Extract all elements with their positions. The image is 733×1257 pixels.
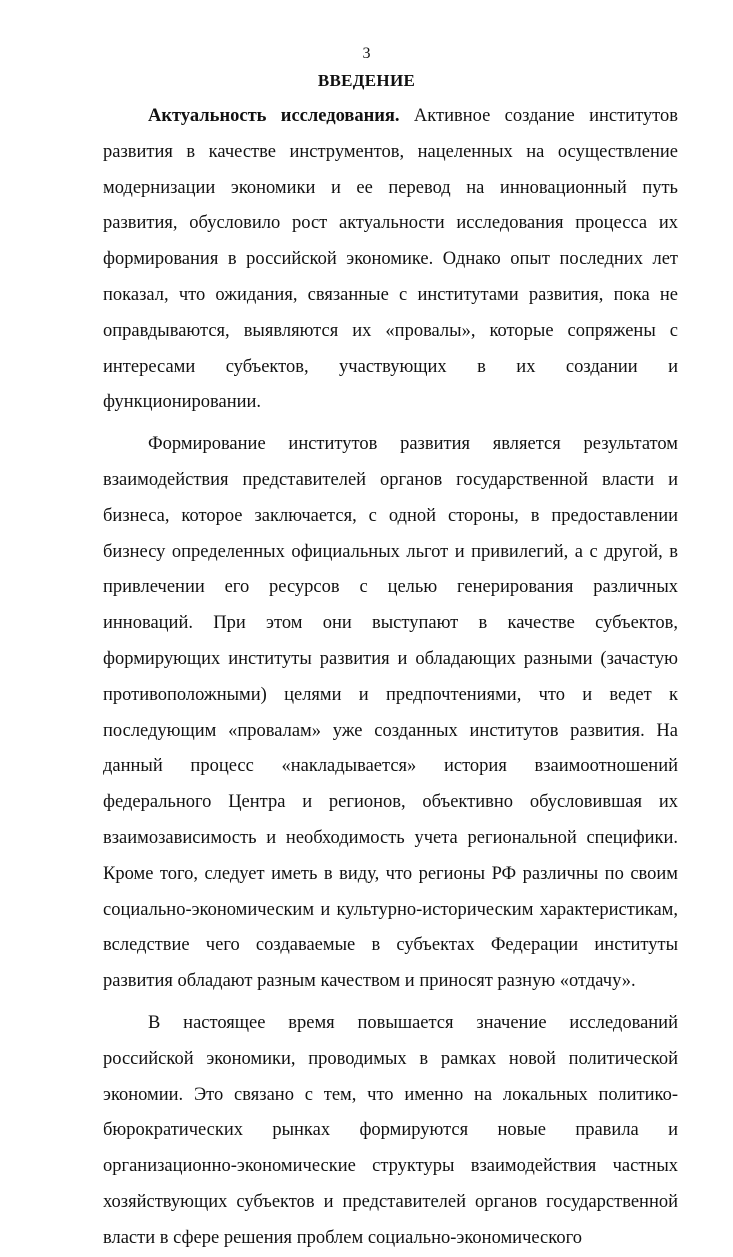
paragraph-text: В настоящее время повышается значение исследований российской экономики, проводимых в рамках новой политической экономии. Это связано с тем, что именно на локальных политико-бюрократических рынках формируются новые правила и организационно-экономические структуры взаимодействия частных хозяйствующих субъектов и представителей органов государственной власти в сфере решения проблем социально-экономического xyxy=(103,1012,678,1248)
page-number: 3 xyxy=(362,45,371,62)
paragraph-text: Формирование институтов развития является результатом взаимодействия представителей органов государственной власти и бизнеса, которое заключается, с одной стороны, в предоставлении бизнесу определенных официальных льгот и привилегий, а с другой, в привлечении его ресурсов с целью генерирования различных инноваций. При этом они выступают в качестве субъектов, формирующих институты развития и обладающих разными (зачастую противоположными) целями и предпочтениями, что и ведет к последующим «провалам» уже созданных институтов развития. На данный процесс «накладывается» история взаимоотношений федерального Центра и регионов, объективно обусловившая их взаимозависимость и необходимость учета региональной специфики. Кроме того, следует иметь в виду, что регионы РФ различны по своим социально-экономическим и культурно-историческим характеристикам, вследствие чего создаваемые в субъектах Федерации институты развития обладают разным качеством и приносят разную «отдачу». xyxy=(103,434,678,992)
paragraph-relevance xyxy=(103,99,678,421)
section-heading: ВВЕДЕНИЕ xyxy=(317,71,416,90)
paragraph-lead: Актуальность исследования. xyxy=(148,106,400,126)
paragraph-formation xyxy=(103,427,678,1000)
body-text xyxy=(103,99,678,1257)
paragraph-text: Активное создание институтов развития в качестве инструментов, нацеленных на осуществление модернизации экономики и ее перевод на инновационный путь развития, обусловило рост актуальности исследования процесса их формирования в российской экономике. Однако опыт последних лет показал, что ожидания, связанные с институтами развития, пока не оправдываются, выявляются их «провалы», которые сопряжены с интересами субъектов, участвующих в их создании и функционировании. xyxy=(103,106,679,413)
paragraph-current-importance xyxy=(103,1006,678,1257)
